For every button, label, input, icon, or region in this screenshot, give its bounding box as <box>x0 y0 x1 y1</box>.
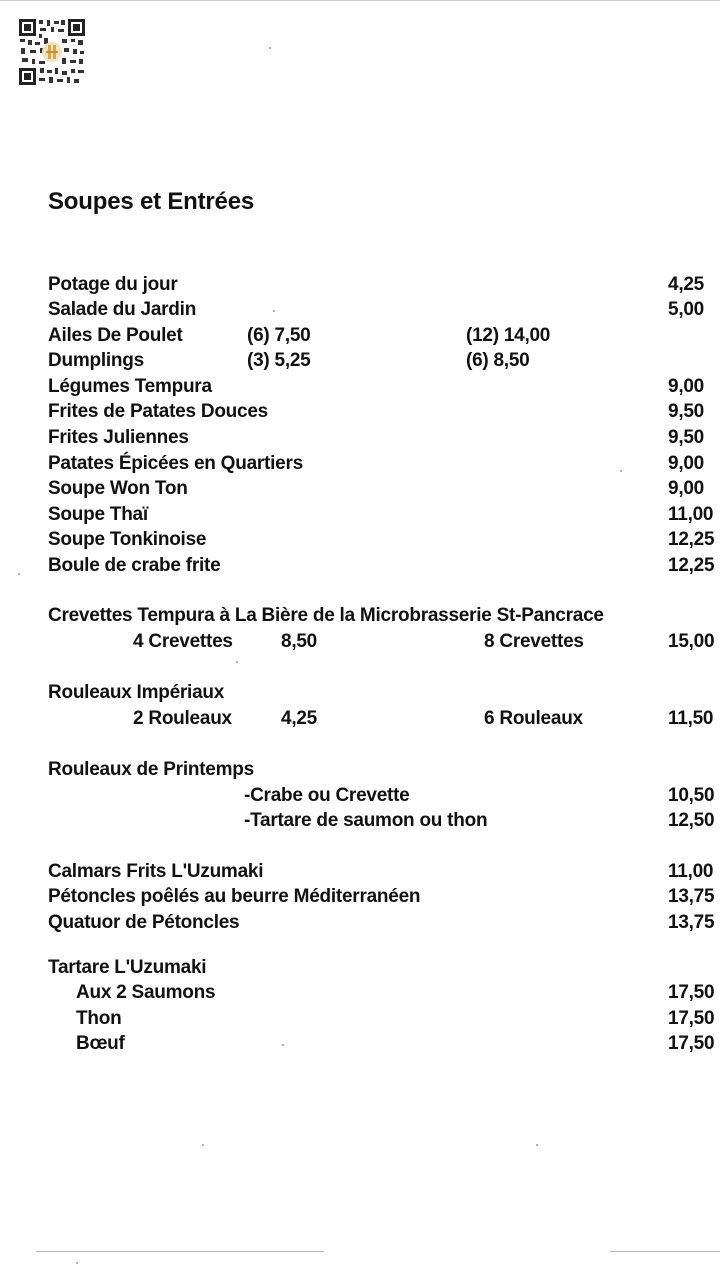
scan-line-bottom-left <box>36 1251 324 1252</box>
tartare-option-price: 17,50 <box>668 1033 715 1054</box>
menu-item-name: Soupe Thaï <box>48 504 148 525</box>
menu-item-price: 11,00 <box>668 504 714 525</box>
menu-item-name: Patates Épicées en Quartiers <box>48 453 303 474</box>
crevettes-option2-price: 15,00 <box>668 631 715 652</box>
tartare-option-label: Thon <box>76 1008 122 1029</box>
qr-code-icon <box>18 18 86 86</box>
tartare-option-price: 17,50 <box>668 982 715 1003</box>
menu-item-price: 9,00 <box>668 453 704 474</box>
menu-item-option: (12) 14,00 <box>466 325 551 346</box>
menu-item-price: 4,25 <box>668 274 704 295</box>
rouleaux-printemps-option-price: 10,50 <box>668 785 715 806</box>
section-title: Soupes et Entrées <box>48 188 255 215</box>
menu-item-price: 9,00 <box>668 478 704 499</box>
special-item-price: 13,75 <box>668 912 715 933</box>
scan-speck <box>273 310 275 312</box>
scan-speck <box>18 573 20 575</box>
menu-item-name: Potage du jour <box>48 274 178 295</box>
rouleaux-imperiaux-option1-label: 2 Rouleaux <box>133 708 232 729</box>
rouleaux-printemps-option-label: -Tartare de saumon ou thon <box>244 810 488 831</box>
menu-item-name: Soupe Won Ton <box>48 478 188 499</box>
menu-item-price: 12,25 <box>668 555 715 576</box>
rouleaux-imperiaux-option1-price: 4,25 <box>281 708 317 729</box>
crevettes-option1-label: 4 Crevettes <box>133 631 233 652</box>
rouleaux-printemps-name: Rouleaux de Printemps <box>48 759 254 780</box>
special-item-name: Quatuor de Pétoncles <box>48 912 240 933</box>
menu-item-name: Dumplings <box>48 350 144 371</box>
rouleaux-imperiaux-option2-label: 6 Rouleaux <box>484 708 583 729</box>
scan-speck <box>76 1262 78 1264</box>
scan-speck <box>269 47 271 49</box>
scan-line-top <box>0 0 720 1</box>
menu-item-price: 9,50 <box>668 427 704 448</box>
scan-speck <box>282 1044 284 1046</box>
crevettes-name: Crevettes Tempura à La Bière de la Microbrasserie St-Pancrace <box>48 605 604 626</box>
special-item-name: Pétoncles poêlés au beurre Méditerranéen <box>48 886 421 907</box>
tartare-option-label: Bœuf <box>76 1033 125 1054</box>
rouleaux-imperiaux-option2-price: 11,50 <box>668 708 714 729</box>
menu-item-price: 9,50 <box>668 401 704 422</box>
menu-item-name: Ailes De Poulet <box>48 325 183 346</box>
menu-item-name: Salade du Jardin <box>48 299 197 320</box>
tartare-option-price: 17,50 <box>668 1008 715 1029</box>
rouleaux-printemps-option-label: -Crabe ou Crevette <box>244 785 410 806</box>
special-item-price: 11,00 <box>668 861 714 882</box>
crevettes-option1-price: 8,50 <box>281 631 317 652</box>
menu-item-price: 5,00 <box>668 299 704 320</box>
scan-speck <box>536 1144 538 1146</box>
menu-item-option: (6) 7,50 <box>247 325 311 346</box>
scan-line-bottom-right <box>610 1251 720 1252</box>
crevettes-option2-label: 8 Crevettes <box>484 631 584 652</box>
scan-speck <box>236 661 238 663</box>
rouleaux-printemps-option-price: 12,50 <box>668 810 715 831</box>
special-item-price: 13,75 <box>668 886 715 907</box>
menu-item-price: 12,25 <box>668 529 715 550</box>
menu-item-option: (3) 5,25 <box>247 350 311 371</box>
rouleaux-imperiaux-name: Rouleaux Impériaux <box>48 682 225 703</box>
menu-item-option: (6) 8,50 <box>466 350 530 371</box>
tartare-option-label: Aux 2 Saumons <box>76 982 216 1003</box>
scan-speck <box>620 470 622 472</box>
special-item-name: Calmars Frits L'Uzumaki <box>48 861 264 882</box>
menu-item-name: Frites Juliennes <box>48 427 189 448</box>
scan-speck <box>202 1144 204 1146</box>
menu-item-name: Boule de crabe frite <box>48 555 221 576</box>
menu-item-name: Soupe Tonkinoise <box>48 529 207 550</box>
menu-item-name: Légumes Tempura <box>48 376 212 397</box>
menu-item-price: 9,00 <box>668 376 704 397</box>
tartare-name: Tartare L'Uzumaki <box>48 957 207 978</box>
menu-item-name: Frites de Patates Douces <box>48 401 268 422</box>
